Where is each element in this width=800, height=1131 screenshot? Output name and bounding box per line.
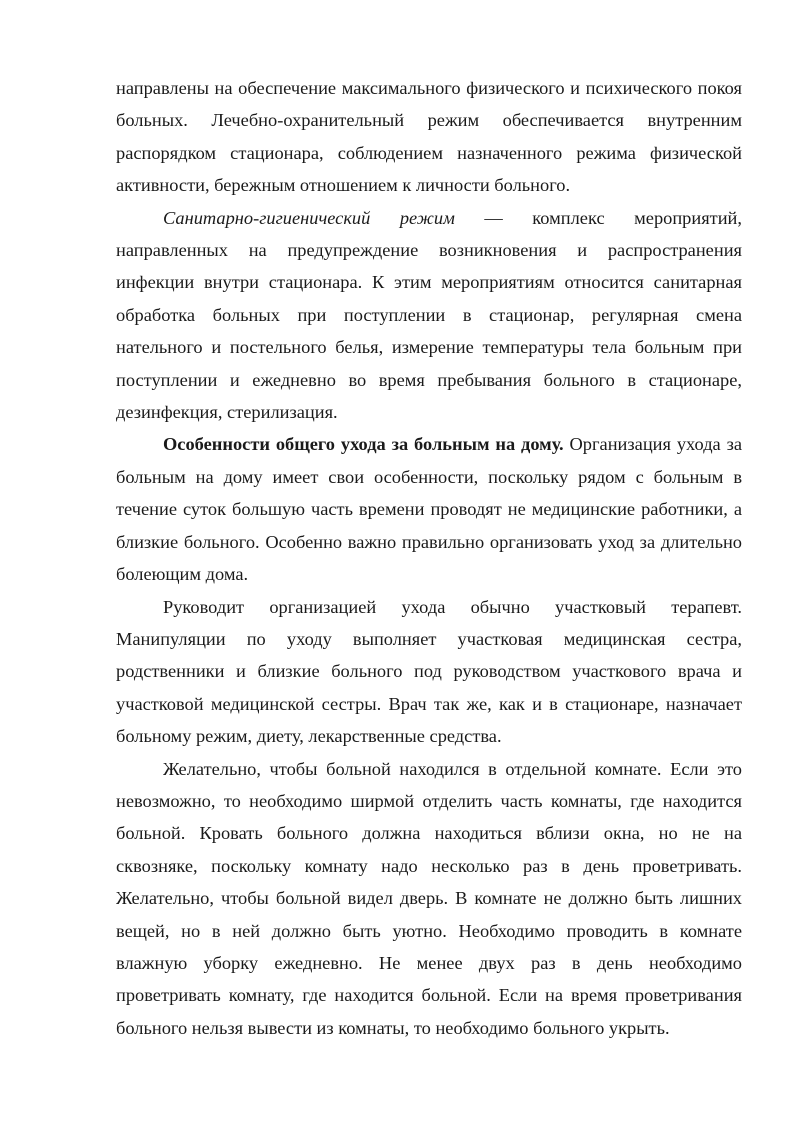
term-sanitary-regime: Санитарно-гигиенический режим: [163, 207, 455, 228]
paragraph-text: — комплекс мероприятий, направленных на предупреждение возникновения и распространения инфекции внутри стационара. К этим мероприятиям относится санитарная обработка больных при поступлении в стационар, регулярная смена нательного и постельного белья, измерение температуры тела больным при поступлении и ежедневно во время пребывания больного в стационаре, дезинфекция, стерилизация.: [116, 207, 742, 423]
paragraph-text: Организация ухода за больным на дому имеет свои особенности, поскольку рядом с больным в течение суток большую часть времени проводят не медицинские работники, а близкие больного. Особенно важно правильно организовать уход за длительно болеющим дома.: [116, 434, 743, 585]
paragraph-care-organization: [116, 591, 742, 753]
document-body: [116, 72, 742, 1044]
paragraph-room-requirements: [116, 753, 742, 1045]
paragraph-continuation: [116, 72, 742, 202]
paragraph-text: направлены на обеспечение максимального физического и психического покоя больных. Лечебно-охранительный режим обеспечивается внутренним распорядком стационара, соблюдением назначенного режима физической активности, бережным отношением к личности больного.: [116, 78, 742, 196]
paragraph-text: Желательно, чтобы больной находился в отдельной комнате. Если это невозможно, то необходимо ширмой отделить часть комнаты, где находится больной. Кровать больного должна находиться вблизи окна, но не на сквозняке, поскольку комнату надо несколько раз в день проветривать. Желательно, чтобы больной видел дверь. В комнате не должно быть лишних вещей, но в ней должно быть уютно. Необходимо проводить в комнате влажную уборку ежедневно. Не менее двух раз в день необходимо проветривать комнату, где находится больной. Если на время проветривания больного нельзя вывести из комнаты, то необходимо больного укрыть.: [116, 758, 742, 1038]
paragraph-text: Руководит организацией ухода обычно участковый терапевт. Манипуляции по уходу выполняет участковая медицинская сестра, родственники и близкие больного под руководством участкового врача и участковой медицинской сестры. Врач так же, как и в стационаре, назначает больному режим, диету, лекарственные средства.: [116, 596, 742, 747]
section-heading-home-care: Особенности общего ухода за больным на дому.: [163, 434, 564, 455]
paragraph-sanitary-regime: [116, 202, 742, 429]
paragraph-home-care: [116, 428, 742, 590]
